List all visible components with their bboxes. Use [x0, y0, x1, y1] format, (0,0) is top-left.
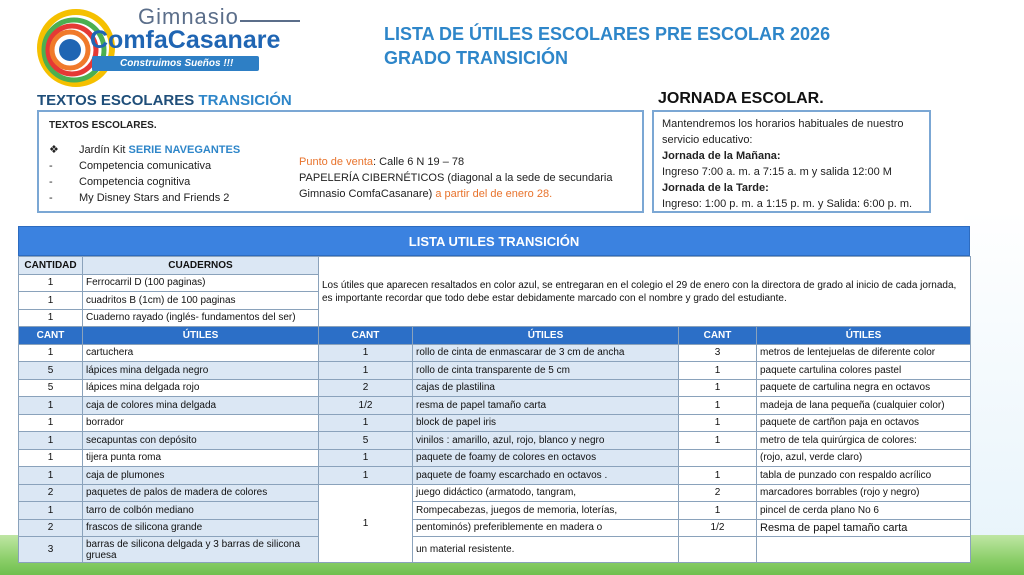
cuaderno-qty: 1 — [19, 309, 83, 327]
table-row — [19, 484, 971, 502]
sale-store-cont: Gimnasio ComfaCasanare) — [299, 188, 436, 200]
col1-qty: 2 — [19, 484, 83, 502]
header-cant-2: CANT — [319, 327, 413, 345]
col3-item: paquete de cartñon paja en octavos — [757, 414, 971, 432]
col1-item: caja de plumones — [83, 467, 319, 485]
col2-qty: 1 — [319, 467, 413, 485]
cuaderno-item: Ferrocarril D (100 paginas) — [83, 274, 319, 292]
col1-qty: 2 — [19, 519, 83, 537]
supplies-grid — [18, 256, 971, 563]
list-item — [49, 174, 240, 190]
col1-item: tarro de colbón mediano — [83, 502, 319, 520]
col2-qty: 1 — [319, 449, 413, 467]
jornada-afternoon-text: Ingreso: 1:00 p. m. a 1:15 p. m. y Salida: 6:00 p. m. — [662, 198, 913, 210]
col1-qty: 5 — [19, 362, 83, 380]
table-row — [19, 502, 971, 520]
col3-item: pincel de cerda plano No 6 — [757, 502, 971, 520]
col1-qty: 1 — [19, 432, 83, 450]
col2-item: rollo de cinta transparente de 5 cm — [413, 362, 679, 380]
header-utiles-2: ÚTILES — [413, 327, 679, 345]
header-utiles-1: ÚTILES — [83, 327, 319, 345]
col1-qty: 1 — [19, 502, 83, 520]
jornada-section-title: JORNADA ESCOLAR. — [658, 90, 824, 107]
jornada-box — [652, 110, 931, 213]
jornada-morning-text: Ingreso 7:00 a. m. a 7:15 a. m y salida 12:00 M — [662, 166, 892, 178]
col3-qty — [679, 537, 757, 563]
col3-qty: 1 — [679, 414, 757, 432]
col2-qty: 1 — [319, 414, 413, 432]
col3-qty: 1 — [679, 362, 757, 380]
list-item — [49, 142, 240, 158]
col3-item: tabla de punzado con respaldo acrílico — [757, 467, 971, 485]
header-cant-1: CANT — [19, 327, 83, 345]
col3-qty: 1/2 — [679, 519, 757, 537]
col1-qty: 3 — [19, 537, 83, 563]
col2-item: rollo de cinta de enmascarar de 3 cm de ancha — [413, 344, 679, 362]
col1-item: cartuchera — [83, 344, 319, 362]
table-row — [19, 537, 971, 563]
col1-item: borrador — [83, 414, 319, 432]
logo-brand: ComfaCasanare — [90, 26, 281, 54]
cuaderno-item: Cuaderno rayado (inglés- fundamentos del ser) — [83, 309, 319, 327]
col3-qty — [679, 449, 757, 467]
col3-item: metro de tela quirúrgica de colores: — [757, 432, 971, 450]
table-header-row — [19, 327, 971, 345]
cuaderno-item: cuadritos B (1cm) de 100 paginas — [83, 292, 319, 310]
list-bullet: - — [49, 160, 53, 172]
col3-qty: 1 — [679, 467, 757, 485]
page-title-line1: LISTA DE ÚTILES ESCOLARES PRE ESCOLAR 2026 — [384, 24, 831, 44]
texts-heading: TEXTOS ESCOLARES. — [49, 120, 157, 131]
col2-qty: 5 — [319, 432, 413, 450]
col1-qty: 1 — [19, 449, 83, 467]
col2-item: paquete de foamy de colores en octavos — [413, 449, 679, 467]
cuadernos-header-qty: CANTIDAD — [19, 257, 83, 275]
list-item-text: Jardín Kit — [79, 144, 129, 156]
col3-qty: 1 — [679, 502, 757, 520]
jornada-intro: Mantendremos los horarios habituales de nuestro servicio educativo: — [662, 118, 904, 146]
col1-item: lápices mina delgada negro — [83, 362, 319, 380]
col3-qty: 1 — [679, 432, 757, 450]
col2-merged-qty: 1 — [319, 484, 413, 563]
col1-item: paquetes de palos de madera de colores — [83, 484, 319, 502]
col1-qty: 5 — [19, 379, 83, 397]
cuadernos-header-item: CUADERNOS — [83, 257, 319, 275]
sale-address: : Calle 6 N 19 – 78 — [373, 156, 465, 168]
supplies-table — [18, 226, 970, 561]
texts-section-title — [37, 92, 292, 109]
col2-qty: 1 — [319, 362, 413, 380]
col3-item: (rojo, azul, verde claro) — [757, 449, 971, 467]
list-bullet: - — [49, 192, 53, 204]
list-item-text: My Disney Stars and Friends 2 — [79, 192, 230, 204]
col1-item: lápices mina delgada rojo — [83, 379, 319, 397]
list-item — [49, 158, 240, 174]
table-row — [19, 519, 971, 537]
jornada-morning-label: Jornada de la Mañana: — [662, 150, 781, 162]
texts-list — [49, 142, 240, 206]
logo-slogan: Construimos Sueños !!! — [92, 56, 259, 71]
texts-section-title-accent: TRANSICIÓN — [198, 92, 292, 109]
supply-rows — [19, 344, 971, 563]
col2-merged-line: Rompecabezas, juegos de memoria, loterías, — [413, 502, 679, 520]
col2-item: paquete de foamy escarchado en octavos . — [413, 467, 679, 485]
page-title — [384, 22, 830, 70]
cuaderno-qty: 1 — [19, 274, 83, 292]
col3-item: metros de lentejuelas de diferente color — [757, 344, 971, 362]
table-row — [19, 379, 971, 397]
table-row — [19, 362, 971, 380]
table-row — [19, 467, 971, 485]
table-title: LISTA UTILES TRANSICIÓN — [18, 226, 970, 256]
col3-item: paquete de cartulina negra en octavos — [757, 379, 971, 397]
table-note: Los útiles que aparecen resaltados en color azul, se entregaran en el colegio el 29 de enero con la directora de grado al inicio de cada jornada, es importante recordar que todo debe estar debidamente marcado con el nombre y grado del estudiante. — [319, 257, 971, 327]
col1-qty: 1 — [19, 397, 83, 415]
texts-box — [37, 110, 644, 213]
col1-item: frascos de silicona grande — [83, 519, 319, 537]
col3-qty: 1 — [679, 397, 757, 415]
table-row — [19, 449, 971, 467]
col2-merged-line: pentominós) preferiblemente en madera o — [413, 519, 679, 537]
col3-item: paquete cartulina colores pastel — [757, 362, 971, 380]
sale-date: a partir del de enero 28. — [435, 188, 553, 200]
logo-divider — [240, 20, 300, 22]
col2-merged-line: un material resistente. — [413, 537, 679, 563]
col1-item: caja de colores mina delgada — [83, 397, 319, 415]
header-utiles-3: ÚTILES — [757, 327, 971, 345]
col3-item: marcadores borrables (rojo y negro) — [757, 484, 971, 502]
logo-title: Gimnasio — [138, 4, 239, 29]
col2-merged-line: juego didáctico (armatodo, tangram, — [413, 484, 679, 502]
col2-item: cajas de plastilina — [413, 379, 679, 397]
background-sky — [964, 210, 1024, 550]
col3-qty: 3 — [679, 344, 757, 362]
school-logo — [30, 2, 300, 88]
col1-qty: 1 — [19, 467, 83, 485]
sale-label: Punto de venta — [299, 156, 374, 168]
table-row — [19, 257, 971, 275]
col3-item — [757, 537, 971, 563]
col1-qty: 1 — [19, 414, 83, 432]
col2-item: vinilos : amarillo, azul, rojo, blanco y negro — [413, 432, 679, 450]
list-bullet: ❖ — [49, 144, 59, 156]
sale-store: PAPELERÍA CIBERNÉTICOS (diagonal a la sede de secundaria — [299, 172, 613, 184]
col1-qty: 1 — [19, 344, 83, 362]
col3-item: madeja de lana pequeña (cualquier color) — [757, 397, 971, 415]
table-row — [19, 432, 971, 450]
header-cant-3: CANT — [679, 327, 757, 345]
sale-point — [299, 154, 619, 202]
list-item-highlight: SERIE NAVEGANTES — [128, 144, 241, 156]
jornada-afternoon-label: Jornada de la Tarde: — [662, 182, 769, 194]
col1-item: barras de silicona delgada y 3 barras de silicona gruesa — [83, 537, 319, 563]
col1-item: tijera punta roma — [83, 449, 319, 467]
list-item-text: Competencia cognitiva — [79, 176, 191, 188]
table-row — [19, 397, 971, 415]
list-item-text: Competencia comunicativa — [79, 160, 212, 172]
col2-qty: 2 — [319, 379, 413, 397]
list-item — [49, 190, 240, 206]
texts-section-title-prefix: TEXTOS ESCOLARES — [37, 92, 199, 109]
col2-item: block de papel iris — [413, 414, 679, 432]
cuaderno-qty: 1 — [19, 292, 83, 310]
col3-item: Resma de papel tamaño carta — [757, 519, 971, 537]
col2-qty: 1/2 — [319, 397, 413, 415]
list-bullet: - — [49, 176, 53, 188]
table-row — [19, 344, 971, 362]
col3-qty: 2 — [679, 484, 757, 502]
col1-item: secapuntas con depósito — [83, 432, 319, 450]
col2-item: resma de papel tamaño carta — [413, 397, 679, 415]
table-row — [19, 414, 971, 432]
page-title-line2: GRADO TRANSICIÓN — [384, 48, 568, 68]
col2-qty: 1 — [319, 344, 413, 362]
col3-qty: 1 — [679, 379, 757, 397]
